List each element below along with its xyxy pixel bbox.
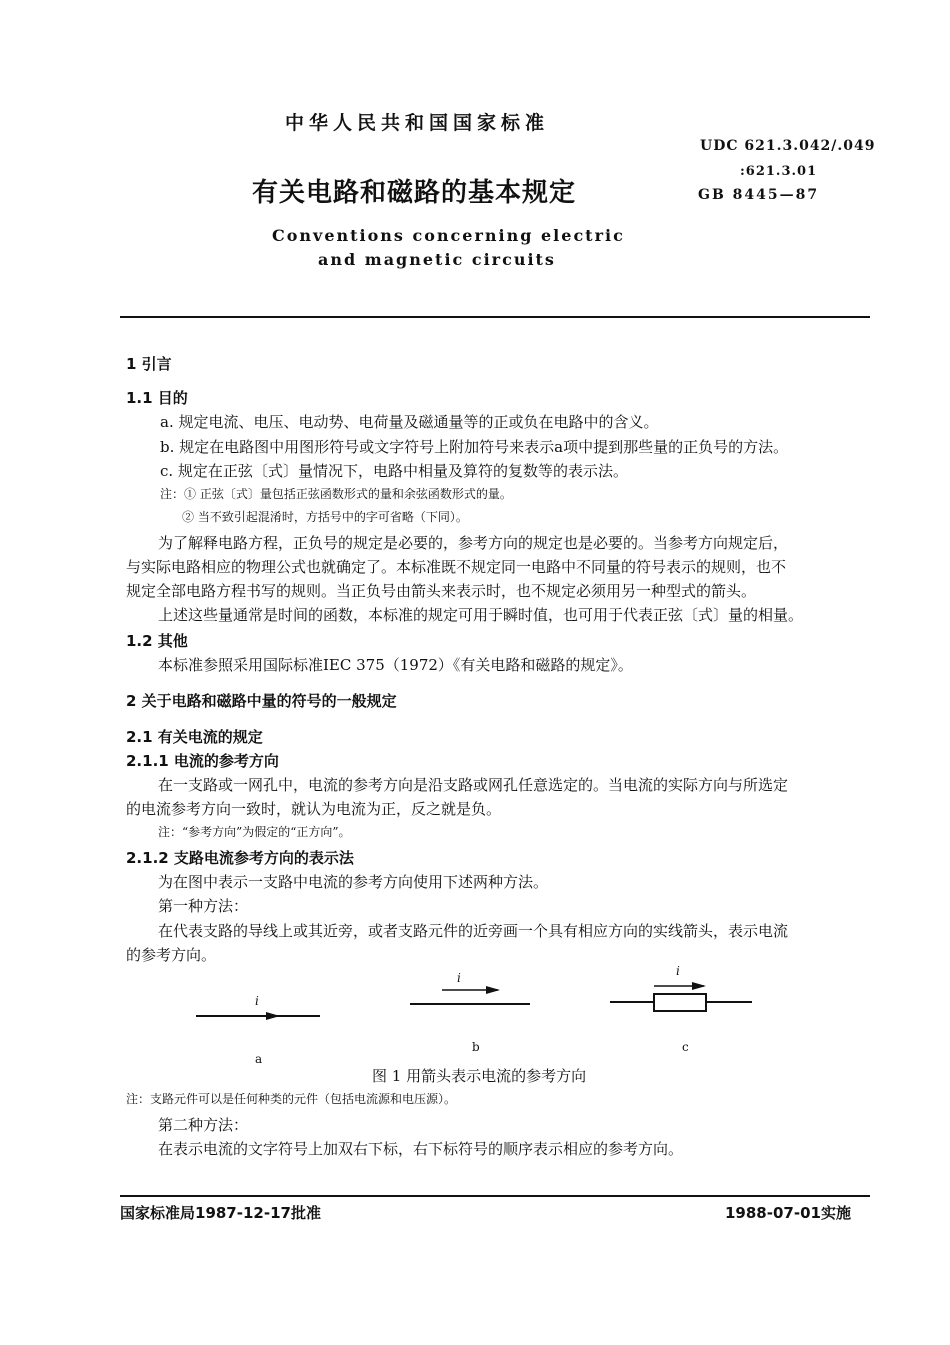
section-2-1-1-heading: 2.1.1 电流的参考方向 (126, 752, 279, 770)
gb-number: GB 8445—87 (698, 187, 820, 203)
figure-b-arrow (486, 986, 500, 994)
figure-c-element (654, 994, 706, 1011)
section-1-heading: 1 引言 (126, 355, 172, 373)
item-c: c. 规定在正弦〔式〕量情况下，电路中相量及算符的复数等的表示法。 (160, 462, 628, 480)
item-b: b. 规定在电路图中用图形符号或文字符号上附加符号来表示a项中提到那些量的正负号的方法。 (160, 438, 789, 456)
figure-caption: 图 1 用箭头表示电流的参考方向 (372, 1067, 587, 1085)
standard-org-header: 中华人民共和国国家标准 (285, 112, 550, 134)
method-2-label: 第二种方法： (158, 1116, 249, 1134)
item-a: a. 规定电流、电压、电动势、电荷量及磁通量等的正或负在电路中的含义。 (160, 413, 659, 431)
para-1-line-2: 与实际电路相应的物理公式也就确定了。本标准既不规定同一电路中不同量的符号表示的规则，也不 (126, 558, 787, 576)
method-1-label: 第一种方法： (158, 897, 249, 915)
figure-label-b: b (472, 1040, 480, 1054)
figure-a-current-symbol: i (255, 994, 259, 1008)
figure-b-current-symbol: i (457, 971, 461, 985)
para-1-line-3: 规定全部电路方程书写的规则。当正负号由箭头来表示时，也不规定必须用另一种型式的箭头。 (126, 582, 757, 600)
note-reference-direction: 注：“参考方向”为假定的“正方向”。 (158, 825, 351, 839)
para-2: 上述这些量通常是时间的函数，本标准的规定可用于瞬时值，也可用于代表正弦〔式〕量的相量。 (158, 606, 804, 624)
method-2-text: 在表示电流的文字符号上加双右下标，右下标符号的顺序表示相应的参考方向。 (158, 1140, 684, 1158)
method-1-line-1: 在代表支路的导线上或其近旁，或者支路元件的近旁画一个具有相应方向的实线箭头，表示电流 (158, 922, 789, 940)
footer-divider (120, 1195, 870, 1197)
figure-1 (180, 960, 780, 1070)
note-1: 注：① 正弦〔式〕量包括正弦函数形式的量和余弦函数形式的量。 (160, 487, 512, 501)
para-1-line-1: 为了解释电路方程，正负号的规定是必要的，参考方向的规定也是必要的。当参考方向规定后， (158, 534, 789, 552)
english-title-line1: Conventions concerning electric (272, 226, 625, 245)
english-title-line2: and magnetic circuits (318, 250, 556, 269)
para-3: 本标准参照采用国际标准IEC 375（1972）《有关电路和磁路的规定》。 (158, 656, 633, 674)
note-2: ② 当不致引起混淆时，方括号中的字可省略（下同）。 (182, 510, 468, 524)
figure-label-c: c (682, 1040, 689, 1054)
figure-c-current-symbol: i (676, 964, 680, 978)
section-1-1-heading: 1.1 目的 (126, 389, 188, 407)
section-1-2-heading: 1.2 其他 (126, 632, 188, 650)
udc-code: UDC 621.3.042/.049 (700, 138, 876, 154)
para-211-line-1: 在一支路或一网孔中，电流的参考方向是沿支路或网孔任意选定的。当电流的实际方向与所选定 (158, 776, 789, 794)
method-1-line-2: 的参考方向。 (126, 946, 217, 964)
approval-date: 国家标准局1987-12-17批准 (120, 1204, 321, 1222)
para-211-line-2: 的电流参考方向一致时，就认为电流为正，反之就是负。 (126, 800, 502, 818)
udc-code-secondary: :621.3.01 (740, 164, 818, 179)
figure-c-arrow (692, 982, 706, 990)
section-2-1-heading: 2.1 有关电流的规定 (126, 728, 263, 746)
effective-date: 1988-07-01实施 (725, 1204, 851, 1222)
section-2-heading: 2 关于电路和磁路中量的符号的一般规定 (126, 692, 397, 710)
figure-a-arrow (266, 1012, 280, 1020)
document-title: 有关电路和磁路的基本规定 (252, 178, 577, 208)
figure-note: 注：支路元件可以是任何种类的元件（包括电流源和电压源）。 (126, 1092, 457, 1106)
section-2-1-2-heading: 2.1.2 支路电流参考方向的表示法 (126, 849, 354, 867)
figure-label-a: a (255, 1052, 263, 1066)
header-divider (120, 316, 870, 318)
para-212: 为在图中表示一支路中电流的参考方向使用下述两种方法。 (158, 873, 549, 891)
